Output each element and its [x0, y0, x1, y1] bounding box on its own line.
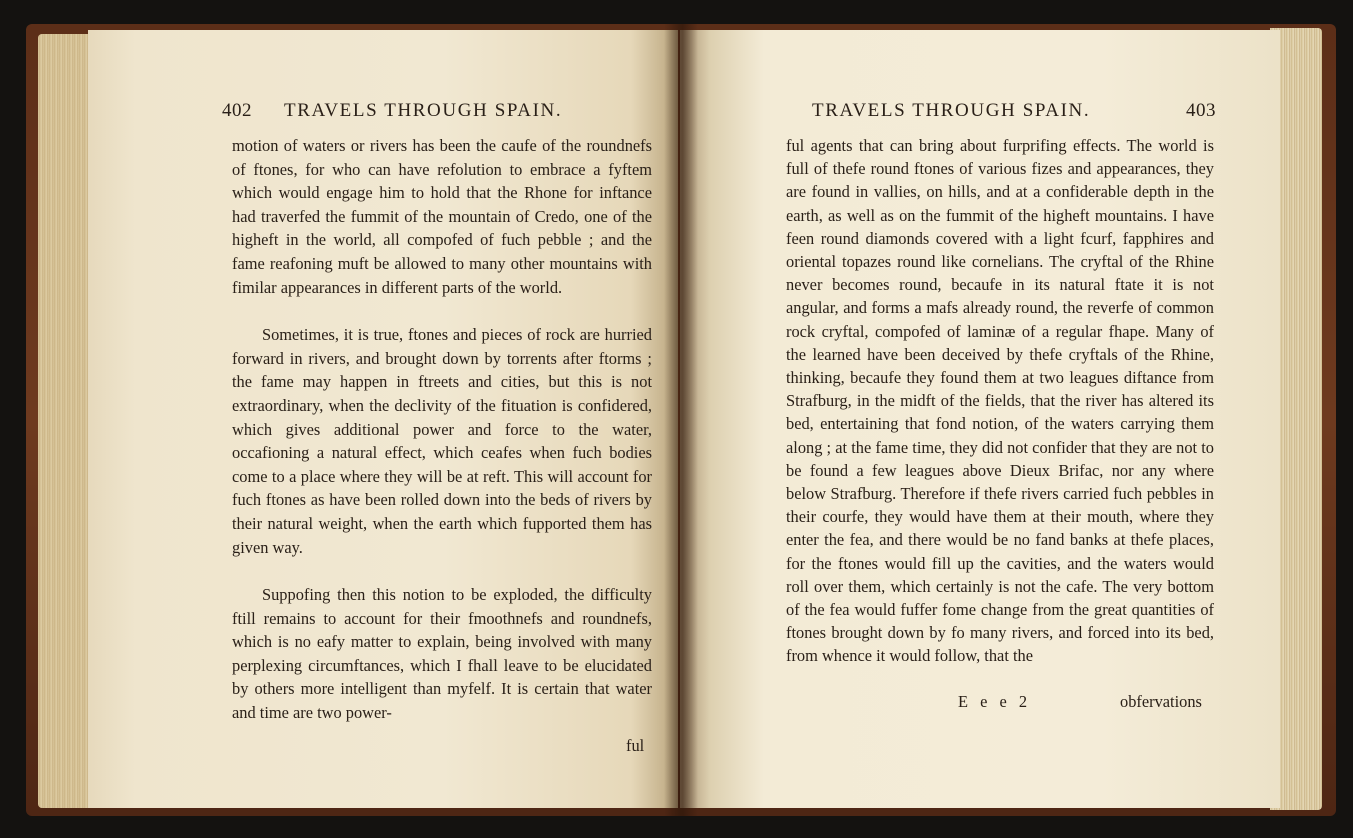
left-page-number: 402	[222, 100, 252, 121]
left-paragraph-3: Suppofing then this notion to be exploded, the difficulty ftill remains to account for their fmoothnefs and roundnefs, which is no eafy matter to explain, being involved with many perplexing circumftances, which I fhall leave to be elucidated by others more intelligent than myfelf. It is certain that water and time are two power-	[232, 585, 652, 723]
left-body-text	[232, 134, 652, 725]
right-catchword: obfervations	[1120, 692, 1202, 711]
right-paragraph: ful agents that can bring about furprifing effects. The world is full of thefe round ftones of various fizes and appearances, they are found in vallies, on hills, and at a confiderable depth in the earth, as well as on the fummit of the higheft mountains. I have feen round diamonds covered with a light fcurf, fapphires and oriental topazes round like cornelians. The cryftal of the Rhine never becomes round, becaufe in its natural ftate it is not angular, and forms a mafs already round, the reverfe of common rock cryftal, compofed of laminæ of a regular fhape. Many of the learned have been deceived by thefe cryftals of the Rhine, thinking, becaufe they found them at two leagues diftance from Strafburg, in the midft of the fields, that the river has altered its bed, entertaining that fond notion, of the waters carrying them along ; at the fame time, they did not confider that they are not to be found a few leagues above Dieux Brifac, nor any where below Strafburg. Therefore if thefe rivers carried fuch pebbles in their courfe, they would have them at their mouth, where they enter the fea, and there would be no fand banks at thefe places, for the ftones would fill up the cavities, and the waters would roll over them, which certainly is not the cafe. The very bottom of the fea would fuffer fome change from the great quantities of ftones brought down by fo many rivers, and forced into its bed, from whence it would follow, that the	[786, 136, 1214, 666]
right-page-number: 403	[1186, 100, 1216, 121]
signature-mark: E e e 2	[958, 692, 1032, 711]
left-paragraph-1: motion of waters or rivers has been the caufe of the roundnefs of ftones, for who can have refolution to embrace a fyftem which would engage him to hold that the Rhone for inftance had traverfed the fummit of the mountain of Credo, one of the higheft in the world, all compofed of fuch pebble ; and the fame reafoning muft be allowed to many other mountains with fimilar appearances in different parts of the world.	[232, 136, 652, 297]
left-catchword: ful	[626, 736, 645, 755]
right-body-text	[786, 134, 1214, 668]
book-gutter	[664, 24, 698, 816]
left-page-edges	[38, 34, 94, 808]
left-running-head: TRAVELS THROUGH SPAIN.	[284, 100, 563, 121]
right-running-head: TRAVELS THROUGH SPAIN.	[812, 100, 1091, 121]
left-page	[88, 30, 678, 808]
right-page	[680, 30, 1280, 808]
left-paragraph-2: Sometimes, it is true, ftones and pieces of rock are hurried forward in rivers, and brought down by torrents after ftorms ; the fame may happen in ftreets and cities, but this is not extraordinary, when the declivity of the fituation is confidered, which gives additional power and force to the water, occafioning a natural effect, which ceafes when fuch bodies come to a place where they will be at reft. This will account for fuch ftones as have been rolled down into the beds of rivers by their natural weight, when the earth which fupported them has given way.	[232, 325, 652, 557]
